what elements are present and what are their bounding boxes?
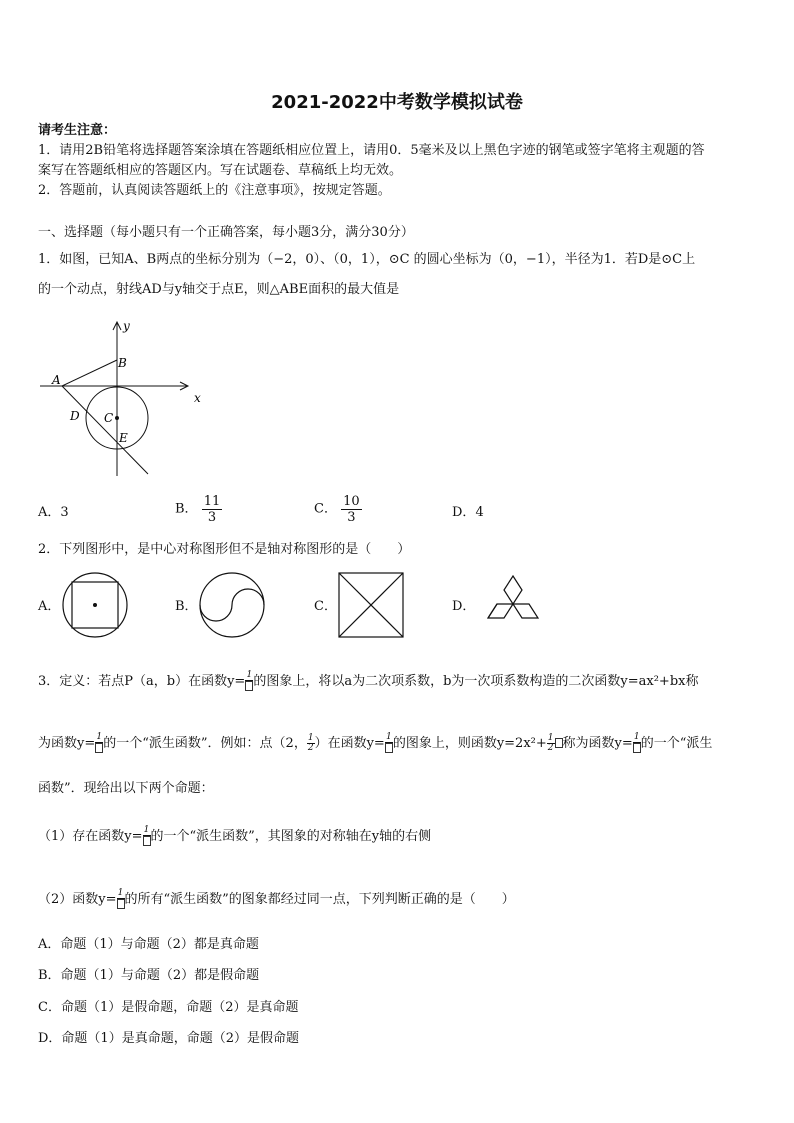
q2d-rhombus-left [488,604,513,618]
q3-line-3: 函数”．现给出以下两个命题： [38,781,214,796]
q3-option-a[interactable]: A．命题（1）与命题（2）都是真命题 [38,937,259,952]
q1-option-b[interactable]: B． $\frac{11}{3}$ [175,494,221,525]
fraction-1-over-x: 1 [245,671,253,692]
q1-option-b-fraction: $\frac{11}{3}$ [203,494,221,525]
fraction-1-over-x: 1 [143,826,151,847]
label-y: y [123,319,130,333]
fraction-1-over-x: 1 [117,889,125,910]
label-c: C [104,411,114,425]
q2d-spacer [481,618,504,632]
label-x: x [194,391,201,405]
notice-heading: 请考生注意： [38,123,117,138]
q2-figure-c[interactable] [336,570,406,640]
fraction-one-half: $\frac{1}{2}$ [547,732,554,753]
q2d-rhombus-right [513,604,538,618]
q3-option-b[interactable]: B．命题（1）与命题（2）都是假命题 [38,968,260,983]
label-d: D [70,409,80,423]
q2-figure-a[interactable] [60,570,130,640]
notice-line-1a: 1．请用2B铅笔将选择题答案涂填在答题纸相应位置上，请用0．5毫米及以上黑色字迹的钢笔或签字笔将主观题的答 [38,143,705,158]
q2-option-b-label[interactable]: B． [175,599,198,614]
fraction-1-over-x: 1 [385,733,393,754]
q1-option-c[interactable]: C． $\frac{10}{3}$ [314,494,360,525]
q2d-edge [488,604,497,618]
q1-stem-line2: 的一个动点，射线AD与y轴交于点E，则△ABE面积的最大值是 [38,282,400,297]
notice-line-1b: 案写在答题纸相应的答题区内。写在试题卷、草稿纸上均无效。 [38,163,403,178]
q3-line-1: 3．定义：若点P（a，b）在函数y= 1 的图象上，将以a为二次项系数，b为一次项系数构造的二次函数y=ax²+bx称 [38,671,698,692]
q1-option-c-fraction: $\frac{10}{3}$ [343,494,360,525]
q2-figure-d[interactable] [476,572,550,636]
q3-option-c[interactable]: C．命题（1）是假命题，命题（2）是真命题 [38,1000,299,1015]
q3-proposition-1: （1）存在函数y= 1 的一个“派生函数”，其图象的对称轴在y轴的右侧 [38,826,431,847]
q3-proposition-2: （2）函数y= 1 的所有“派生函数”的图象都经过同一点，下列判断正确的是（ ） [38,889,515,910]
q1-coordinate-figure [36,316,216,481]
q2-option-d-label[interactable]: D． [452,599,476,614]
q3-option-d[interactable]: D．命题（1）是真命题，命题（2）是假命题 [38,1031,299,1046]
q2-figure-b[interactable] [197,570,267,640]
q1-option-a[interactable]: A．3 [38,505,69,520]
q3-line-2: 为函数y= 1 的一个“派生函数”．例如：点（2， $\frac{1}{2}$ ）在函数y= 1 的图象上，则函数y=2x²+ $\frac{1}{2}$ 称为函数y= 1 的一个“派生 [38,732,713,753]
q1-option-d[interactable]: D．4 [452,505,484,520]
label-b: B [118,356,127,370]
q2-option-c-label[interactable]: C． [314,599,337,614]
fraction-1-over-x: 1 [633,733,641,754]
q2-stem: 2．下列图形中，是中心对称图形但不是轴对称图形的是（ ） [38,542,411,557]
q2d-rhombus-top [504,576,522,604]
section-heading: 一、选择题（每小题只有一个正确答案，每小题3分，满分30分） [38,225,414,240]
label-a: A [52,373,61,387]
q2-option-a-label[interactable]: A． [38,599,61,614]
q2a-dot [93,603,97,607]
page-title: 2021-2022中考数学模拟试卷 [271,92,523,113]
ray-ad [62,386,148,474]
q1-stem-line1: 1．如图，已知A、B两点的坐标分别为（−2，0）、（0，1），⊙C 的圆心坐标为（0，−1），半径为1．若D是⊙C上 [38,252,696,267]
fraction-one-half: $\frac{1}{2}$ [307,732,314,753]
center-point-c [115,416,119,420]
q2b-s-curve [200,589,264,621]
fraction-1-over-x: 1 [95,733,103,754]
segment-ab [62,360,117,386]
label-e: E [119,431,128,445]
notice-line-2: 2．答题前，认真阅读答题纸上的《注意事项》，按规定答题。 [38,183,391,198]
placeholder-box [555,738,563,748]
